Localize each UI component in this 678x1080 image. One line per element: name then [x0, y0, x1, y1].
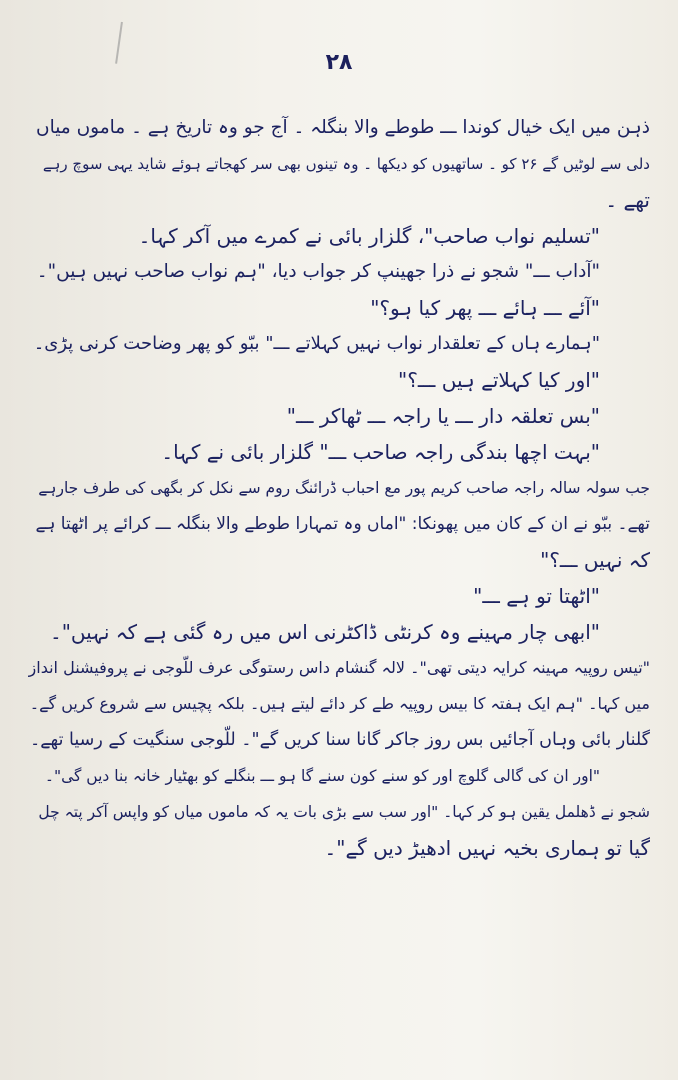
text-line: "تسلیم نواب صاحب"، گلزار بائی نے کمرے میں آکر کہا۔ — [138, 224, 600, 248]
text-line: "اور ان کی گالی گلوچ اور کو سنے کون سنے گا ہو ـــ بنگلے کو بھٹیار خانہ بنا دیں گی"۔ — [44, 767, 600, 785]
text-line: "آداب ـــ" شجو نے ذرا جھینپ کر جواب دیا، "ہم نواب صاحب نہیں ہیں"۔ — [36, 261, 600, 282]
text-line: کہ نہیں ـــ؟" — [540, 548, 650, 572]
text-line: گلنار بائی وہاں آجائیں بس روز جاکر گانا سنا کریں گے"۔ للّوجی سنگیت کے رسیا تھے۔ — [30, 730, 650, 750]
text-line: تھے۔ ببّو نے ان کے کان میں پھونکا: "اماں وہ تمہارا طوطے والا بنگلہ ـــ کرائے پر اٹھتا ہے — [35, 514, 650, 534]
text-line: گیا تو ہماری بخیہ نہیں ادھیڑ دیں گے"۔ — [324, 836, 650, 860]
text-line: "ابھی چار مہینے وہ کرنٹی ڈاکٹرنی اس میں رہ گئی ہے کہ نہیں"۔ — [49, 620, 600, 644]
text-line: "بس تعلقہ دار ـــ یا راجہ ـــ ٹھاکر ـــ" — [286, 404, 600, 428]
text-line: "ہمارے ہاں کے تعلقدار نواب نہیں کہلاتے ـــ" ببّو کو پھر وضاحت کرنی پڑی۔ — [33, 333, 600, 354]
page-number: ۲۸ — [325, 50, 353, 75]
page-body-text — [28, 110, 650, 866]
text-line: "تیس روپیہ مہینہ کرایہ دیتی تھی"۔ لالہ گنشام داس رستوگی عرف للّوجی نے پروفیشنل انداز — [28, 658, 650, 677]
text-line: ذہن میں ایک خیال کوندا ـــ طوطے والا بنگلہ ۔ آج جو وہ تاریخ ہے ۔ ماموں میاں — [36, 117, 650, 138]
text-line: "آئے ـــ ہائے ـــ پھر کیا ہو؟" — [370, 296, 600, 320]
text-line: دلی سے لوٹیں گے ۲۶ کو ۔ ساتھیوں کو دیکھا ۔ وہ تینوں بھی سر کھجاتے ہوئے شاید یہی سوچ رہے — [42, 155, 650, 173]
text-line: "اٹھتا تو ہے ـــ" — [473, 584, 600, 608]
text-line: شجو نے ڈھلمل یقین ہو کر کہا۔ "اور سب سے بڑی بات یہ کہ ماموں میاں کو واپس آکر پتہ چل — [38, 803, 650, 821]
text-line: "اور کیا کہلاتے ہیں ـــ؟" — [398, 368, 600, 392]
text-line: "بہت اچھا بندگی راجہ صاحب ـــ" گلزار بائی نے کہا۔ — [161, 440, 600, 464]
text-line: میں کہا۔ "ہم ایک ہفتہ کا بیس روپیہ طے کر دائے لیتے ہیں۔ بلکہ پچیس سے شروع کریں گے۔ — [29, 694, 650, 713]
text-line: جب سولہ سالہ راجہ صاحب کریم پور مع احباب ڈرائنگ روم سے نکل کر بگھی کی طرف جارہے — [38, 479, 650, 497]
text-line: تھے ۔ — [605, 188, 650, 212]
